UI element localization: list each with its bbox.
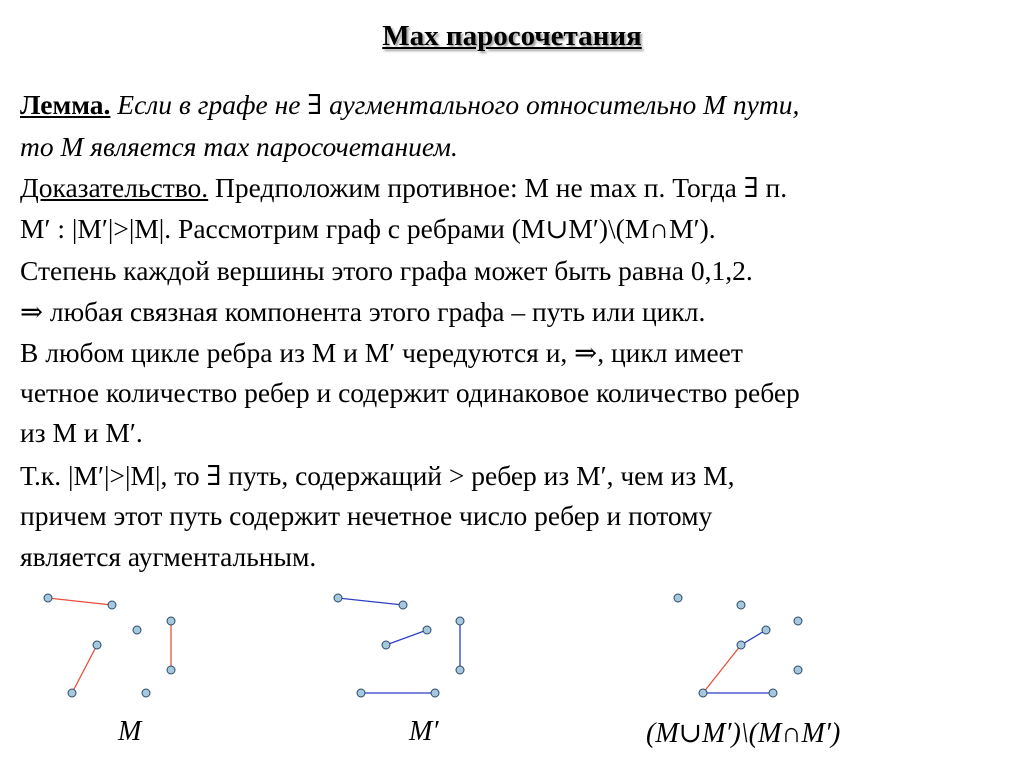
proof-line-8: Т.к. |M′|>|M|, то ∃ путь, содержащий > ребер из M′, чем из M,	[20, 460, 735, 491]
m-prime-edge	[386, 630, 427, 645]
proof-line-5: В любом цикле ребра из M и M′ чередуются и, ⇒, цикл имеет	[20, 337, 743, 368]
graph-node	[737, 601, 745, 609]
slide-title: Max паросочетания	[382, 20, 642, 52]
lemma-line-2: то M является max паросочетанием.	[20, 131, 458, 162]
lemma-text-1: Если в графе не ∃ аугментального относительно M пути,	[110, 89, 800, 120]
proof-line-7: из M и M′.	[20, 417, 143, 448]
graph-node	[44, 594, 52, 602]
caption-m-prime: M′	[409, 716, 439, 747]
m-prime-edge	[338, 598, 403, 605]
graph-node	[794, 666, 802, 674]
graph-node	[108, 601, 116, 609]
m-edge	[48, 598, 112, 605]
graph-node	[674, 594, 682, 602]
graph-node	[794, 617, 802, 625]
graph-node	[68, 689, 76, 697]
graph-node	[456, 617, 464, 625]
graph-node	[699, 689, 707, 697]
proof-line-3: Степень каждой вершины этого графа может быть равна 0,1,2.	[20, 255, 753, 286]
graph-node	[431, 689, 439, 697]
lemma-label: Лемма.	[20, 89, 111, 120]
proof-text-1: Предположим противное: M не max п. Тогда ∃ п.	[208, 172, 788, 203]
graph-node	[167, 617, 175, 625]
caption-m: M	[118, 716, 142, 747]
graph-node	[399, 601, 407, 609]
graph-node	[142, 689, 150, 697]
proof-line-6: четное количество ребер и содержит одинаковое количество ребер	[20, 377, 800, 408]
caption-symmetric-difference: (M∪M′)\(M∩M′)	[646, 718, 841, 749]
m-edge	[703, 645, 741, 693]
proof-label: Доказательство.	[20, 172, 209, 203]
graph-node	[762, 626, 770, 634]
proof-line-10: является аугментальным.	[20, 541, 317, 572]
graph-node	[423, 626, 431, 634]
graph-node	[357, 689, 365, 697]
graph-node	[133, 626, 141, 634]
graph-m	[44, 594, 175, 697]
graph-node	[93, 641, 101, 649]
graph-m-prime	[334, 594, 464, 697]
graph-node	[769, 689, 777, 697]
m-edge	[72, 645, 97, 693]
graph-symmetric-difference	[674, 594, 802, 697]
graph-node	[334, 594, 342, 602]
proof-line-4: ⇒ любая связная компонента этого графа – путь или цикл.	[20, 296, 706, 327]
graph-node	[167, 666, 175, 674]
graph-node	[382, 641, 390, 649]
proof-line-2: M′ : |M′|>|M|. Рассмотрим граф с ребрами (M∪M′)\(M∩M′).	[20, 213, 716, 244]
proof-line-9: причем этот путь содержит нечетное число ребер и потому	[20, 500, 713, 531]
graph-node	[737, 641, 745, 649]
graph-node	[456, 666, 464, 674]
